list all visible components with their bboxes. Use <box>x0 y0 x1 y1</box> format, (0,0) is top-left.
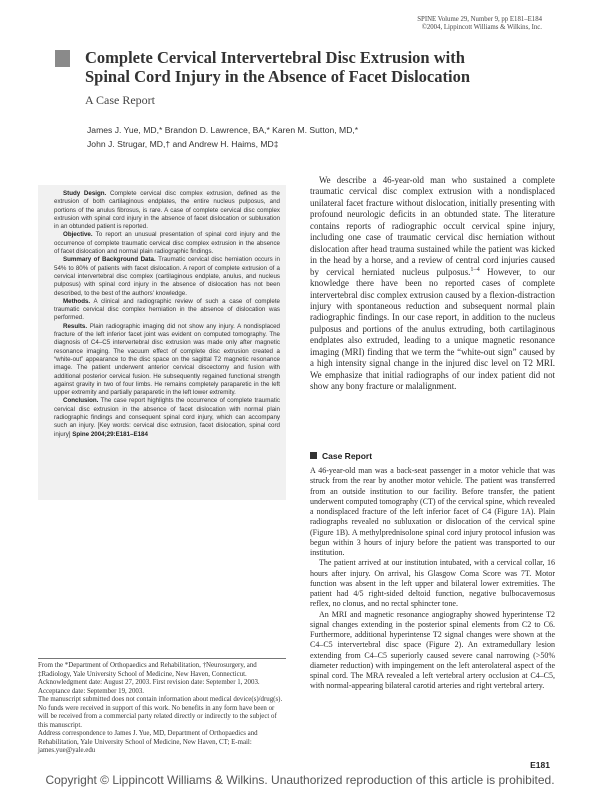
author-list <box>87 124 547 151</box>
article-title <box>85 48 555 86</box>
article-subtitle: A Case Report <box>85 93 155 107</box>
intro-text-cont: However, to our knowledge there have been no reported cases of complete intervertebral disc complex extrusion caused by a flexion-distraction injury with spontaneous reduction and subsequent normal plain radiographic findings. In our case report, in addition to the nucleus pulposus and portions of the anulus extruding, both cartilaginous endplates also extruded, leading to a unique magnetic resonance imaging (MRI) finding that we term the “white-out sign” caused by a high intensity signal change in the injured disc level on T2 MRI. We emphasize that initial radiographs of our index patient did not show any bony fracture or malalignment. <box>310 266 555 392</box>
authors-line-1: James J. Yue, MD,* Brandon D. Lawrence, BA,* Karen M. Sutton, MD,* <box>87 125 359 135</box>
abstract-body: Traumatic cervical disc herniation occurs in 54% to 80% of patients with facet dislocation. A report of complete extrusion of a cervical intervertebral disc complex (cartilaginous endplate, anulus, and nucleus pulposus) with spinal cord injury in the absence of dislocation has not been described, to the best of the authors' knowledge. <box>54 256 280 297</box>
abstract-label: Objective. <box>63 231 93 239</box>
case-paragraph: A 46-year-old man was a back-seat passenger in a motor vehicle that was struck from the rear by another motor vehicle. The patient was transferred from an outside institution to our facility. Before transfer, the patient underwent computed tomography (CT) of the cervical spine, which revealed a nondisplaced fracture of the left inferior facet of C4 (Figure 1A). Plain radiographs revealed no subluxation or dislocation of the cervical spine (Figure 1B). A methylprednisolone spinal cord injury protocol infusion was begun within 3 hours of injury before the patient was transported to our institution. <box>310 466 555 557</box>
abstract-objective <box>54 231 280 256</box>
section-heading-text: Case Report <box>322 451 373 461</box>
introduction <box>310 175 555 393</box>
case-paragraph: The patient arrived at our institution intubated, with a cervical collar, 16 hours after injury. On arrival, his Glasgow Coma Score was 7T. Motor function was absent in the left upper and bilateral lower extremities. The patient had 4/5 right-sided deltoid function, negative bulbocavernosus reflex, no clonus, and no rectal sphincter tone. <box>310 558 555 609</box>
footnote-dates: Acknowledgment date: August 27, 2003. First revision date: September 1, 2003. Acceptance date: September 19, 2003. <box>38 679 260 695</box>
authors-line-2: John J. Strugar, MD,† and Andrew H. Haims, MD‡ <box>87 138 279 149</box>
abstract-body: To report an unusual presentation of spinal cord injury and the occurrence of complete traumatic cervical disc complex extrusion in the absence of facet dislocation and normal plain radiographic findings. <box>54 231 281 256</box>
abstract-conclusion <box>54 397 280 438</box>
page-number: E181 <box>530 760 550 770</box>
case-report-body <box>310 466 555 692</box>
footnote-correspondence: Address correspondence to James J. Yue, MD, Department of Orthopaedics and Rehabilitation, Yale University School of Medicine, New Haven, CT; E-mail: james.yue@yale.edu <box>38 730 258 754</box>
intro-refs: 1–4 <box>470 265 480 273</box>
abstract-body: Complete cervical disc complex extrusion, defined as the extrusion of both cartilaginous endplates, the entire nucleus pulposus, and portions of the anulus fibrosus, is rare. A case of complete cervical disc complex extrusion with spinal cord injury in the absence of facet dislocation or subluxation in an obtunded patient is reported. <box>54 190 280 231</box>
abstract-label: Results. <box>63 322 88 330</box>
title-line-2: Spinal Cord Injury in the Absence of Facet Dislocation <box>85 67 471 86</box>
abstract-body: A clinical and radiographic review of such a case of complete traumatic cervical disc complex herniation in the absence of dislocation was performed. <box>54 297 280 322</box>
journal-header <box>417 16 542 32</box>
footnotes <box>38 662 286 756</box>
footnote-affiliation: From the *Department of Orthopaedics and Rehabilitation, †Neurosurgery, and ‡Radiology, Yale University School of Medicine, New Haven, Connecticut. <box>38 662 257 678</box>
footnote-divider <box>38 658 286 659</box>
journal-copyright: ©2004, Lippincott Williams & Wilkins, Inc. <box>421 24 542 31</box>
intro-paragraph <box>310 175 555 393</box>
case-paragraph: An MRI and magnetic resonance angiography showed hyperintense T2 signal changes extending in the posterior spinal elements from C2 to C6. Furthermore, additional hyperintense T2 signal changes were shown at the C4–C5 intervertebral disc space (Figure 2). An extramedullary lesion extending from C4–C5 superiorly caused severe canal narrowing (>50% diameter reduction) with impingement on the left anterolateral aspect of the spinal cord. The MRA revealed a left vertebral artery occlusion at C4–C5, with normal-appearing bilateral carotid arteries and right vertebral artery. <box>310 609 555 691</box>
section-marker-square <box>310 452 317 459</box>
abstract-methods <box>54 298 280 323</box>
abstract-label: Conclusion. <box>63 397 99 405</box>
abstract-body: The case report highlights the occurrence of complete traumatic cervical disc extrusion in the absence of facet dislocation with normal plain radiographic findings and consequent spinal cord injury, which can accompany such an injury. [Key words: cervical disc extrusion, facet dislocation, spinal cord injury] <box>54 397 281 438</box>
abstract-label: Summary of Background Data. <box>63 256 156 264</box>
abstract-label: Study Design. <box>63 190 107 197</box>
journal-citation: SPINE Volume 29, Number 9, pp E181–E184 <box>417 16 542 23</box>
copyright-notice: Copyright © Lippincott Williams & Wilkins. Unauthorized reproduction of this article is prohibited. <box>45 773 555 787</box>
abstract-body: Plain radiographic imaging did not show any injury. A nondisplaced fracture of the left inferior facet joint was evident on computed tomography. The diagnosis of C4–C5 intervertebral disc extrusion was made only after magnetic resonance imaging. The vacuum effect of complete disc extrusion created a “white-out” appearance to the disc space on the sagittal T2 magnetic resonance image. The patient underwent anterior cervical discectomy and fusion with additional posterior cervical fusion. He subsequently regained functional strength against gravity in two of four limbs. He remains completely paraparetic in the left upper extremity and partially paraparetic in the left lower extremity. <box>54 322 280 397</box>
abstract-label: Methods. <box>63 297 91 305</box>
abstract-text <box>54 190 280 439</box>
intro-text: We describe a 46-year-old man who sustained a complete traumatic cervical disc complex extrusion with a nondisplaced unilateral facet fracture without dislocation, initially presenting with profound neurologic deficits in an obtunded state. The literature contains reports of radiographic occult cervical spine injury, including one case of traumatic cervical disc herniation without dislocation after head trauma sustained while the patient was kicked in the head by a horse, and a review of central cord injuries caused by cervical herniated nucleus pulposus. <box>310 175 555 277</box>
title-line-1: Complete Cervical Intervertebral Disc Extrusion with <box>85 48 465 67</box>
section-heading-case-report <box>310 451 372 461</box>
abstract-study-design <box>54 190 280 231</box>
abstract-citation: Spine 2004;29:E181–E184 <box>72 430 148 438</box>
title-marker-square <box>55 50 70 67</box>
abstract-background <box>54 256 280 297</box>
abstract-results <box>54 323 280 398</box>
footnote-device: The manuscript submitted does not contain information about medical device(s)/drug(s). <box>38 696 283 703</box>
footnote-funding: No funds were received in support of this work. No benefits in any form have been or will be received from a commercial party related directly or indirectly to the subject of this manuscript. <box>38 704 277 729</box>
